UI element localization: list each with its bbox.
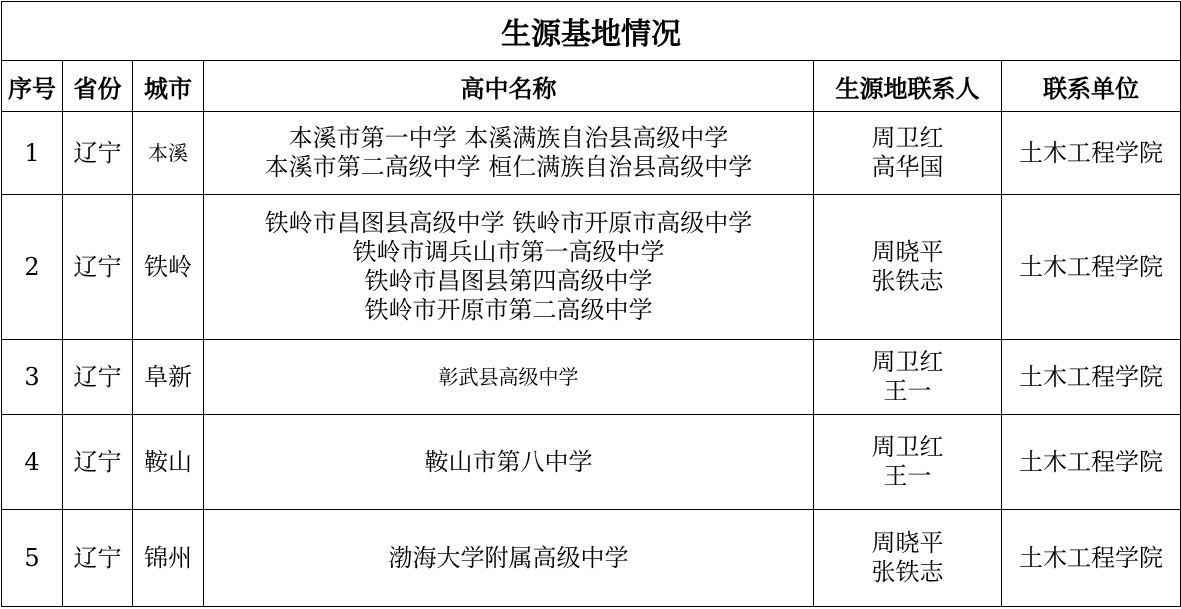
contact-line: 周晓平 [871, 529, 944, 557]
contact-line: 周卫红 [871, 348, 944, 376]
cell-schools [204, 510, 814, 607]
cell-province: 辽宁 [63, 195, 133, 340]
source-base-table [1, 1, 1181, 607]
school-line: 本溪市第一中学 本溪满族自治县高级中学 [288, 124, 729, 152]
cell-province: 辽宁 [63, 510, 133, 607]
school-line: 鞍山市第八中学 [424, 447, 593, 476]
contact-line: 周卫红 [871, 433, 944, 461]
header-no: 序号 [2, 61, 63, 112]
contact-line: 张铁志 [871, 558, 944, 586]
cell-contacts [814, 415, 1002, 510]
table-row [2, 195, 1181, 340]
header-contacts: 生源地联系人 [814, 61, 1002, 112]
header-unit: 联系单位 [1002, 61, 1181, 112]
school-line: 铁岭市开原市第二高级中学 [364, 296, 653, 324]
table-row [2, 340, 1181, 415]
table-row [2, 415, 1181, 510]
cell-no: 2 [2, 195, 63, 340]
cell-unit: 土木工程学院 [1002, 510, 1181, 607]
cell-contacts [814, 195, 1002, 340]
table-row [2, 112, 1181, 195]
cell-unit: 土木工程学院 [1002, 415, 1181, 510]
school-line: 彰武县高级中学 [438, 364, 579, 389]
cell-city: 阜新 [133, 340, 204, 415]
cell-city: 鞍山 [133, 415, 204, 510]
cell-province: 辽宁 [63, 112, 133, 195]
cell-no: 4 [2, 415, 63, 510]
cell-no: 3 [2, 340, 63, 415]
contact-line: 王一 [883, 462, 932, 490]
school-line: 铁岭市调兵山市第一高级中学 [352, 238, 665, 266]
cell-city: 本溪 [133, 112, 204, 195]
header-row [2, 61, 1181, 112]
table-row [2, 510, 1181, 607]
cell-no: 1 [2, 112, 63, 195]
header-schools: 高中名称 [204, 61, 814, 112]
contact-line: 周卫红 [871, 124, 944, 152]
contact-line: 王一 [883, 377, 932, 405]
table-title: 生源基地情况 [2, 2, 1181, 61]
cell-unit: 土木工程学院 [1002, 195, 1181, 340]
cell-contacts [814, 112, 1002, 195]
contact-line: 高华国 [871, 153, 944, 181]
cell-schools [204, 340, 814, 415]
cell-city: 锦州 [133, 510, 204, 607]
contact-line: 周晓平 [871, 238, 944, 266]
school-line: 铁岭市昌图县高级中学 铁岭市开原市高级中学 [264, 209, 753, 237]
header-province: 省份 [63, 61, 133, 112]
cell-province: 辽宁 [63, 415, 133, 510]
cell-schools [204, 415, 814, 510]
cell-schools [204, 195, 814, 340]
school-line: 本溪市第二高级中学 桓仁满族自治县高级中学 [264, 153, 753, 181]
cell-city: 铁岭 [133, 195, 204, 340]
cell-schools [204, 112, 814, 195]
cell-province: 辽宁 [63, 340, 133, 415]
school-line: 铁岭市昌图县第四高级中学 [364, 267, 653, 295]
header-city: 城市 [133, 61, 204, 112]
cell-contacts [814, 340, 1002, 415]
cell-no: 5 [2, 510, 63, 607]
school-line: 渤海大学附属高级中学 [388, 543, 629, 572]
cell-unit: 土木工程学院 [1002, 112, 1181, 195]
cell-contacts [814, 510, 1002, 607]
cell-unit: 土木工程学院 [1002, 340, 1181, 415]
contact-line: 张铁志 [871, 267, 944, 295]
